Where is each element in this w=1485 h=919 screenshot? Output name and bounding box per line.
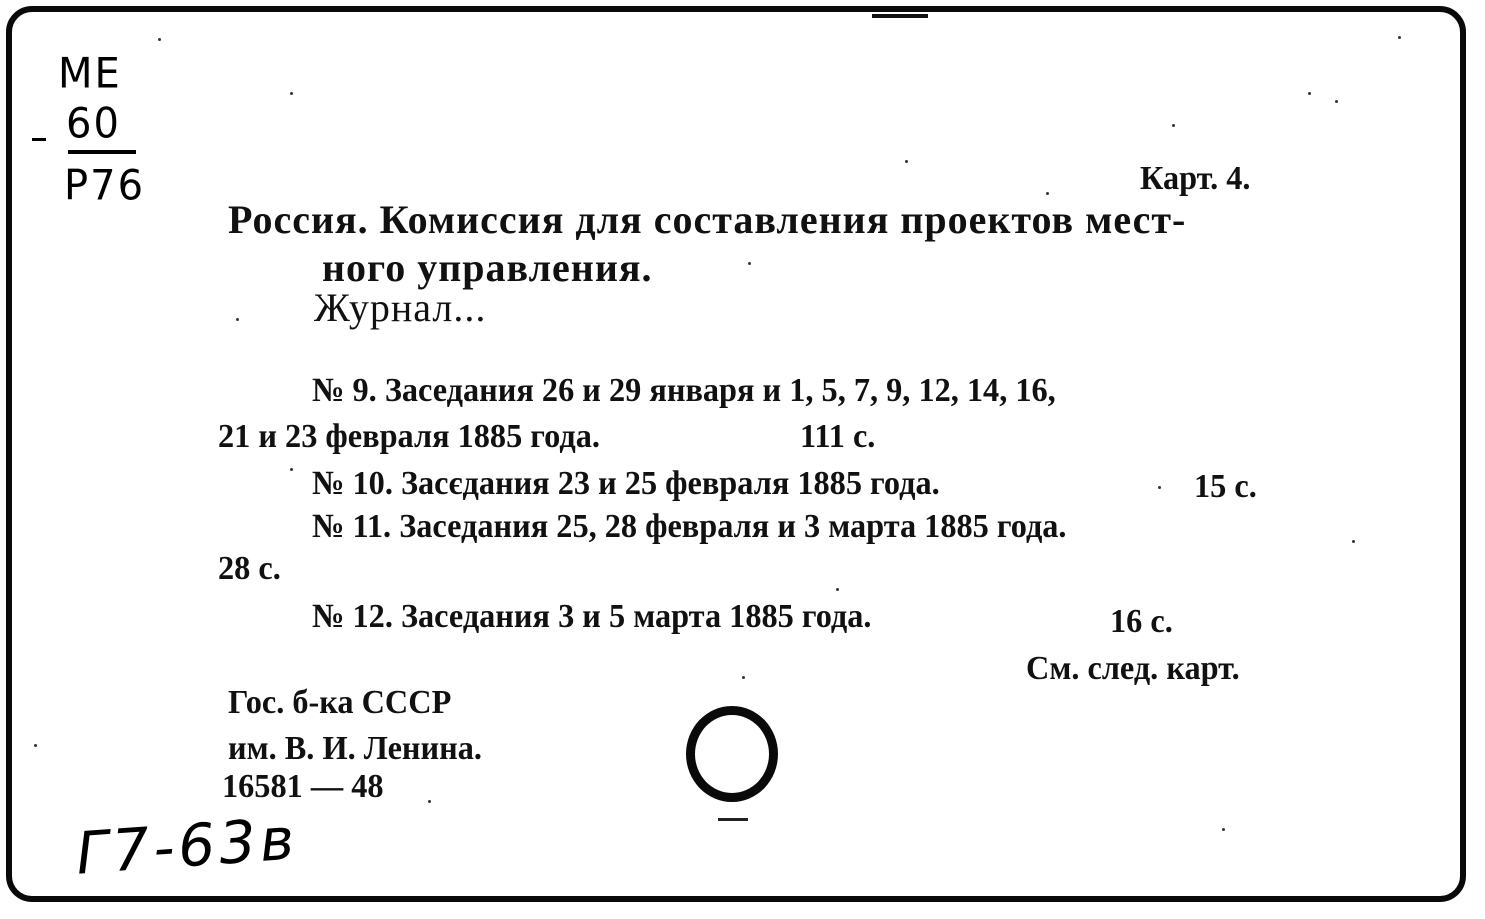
speckle	[290, 92, 293, 95]
entry-11-line-1: № 11. Заседания 25, 28 февраля и 3 марта 1885 года.	[312, 508, 1067, 545]
entry-9-line-1: № 9. Заседания 26 и 29 января и 1, 5, 7, 9, 12, 14, 16,	[312, 372, 1056, 409]
speckle	[34, 744, 37, 747]
handwritten-code: Г7-63в	[73, 804, 301, 888]
speckle	[1158, 486, 1161, 489]
entry-9-line-2: 21 и 23 февраля 1885 года.	[218, 418, 600, 455]
heading-line-2: ного управления.	[322, 245, 653, 290]
speckle	[1335, 100, 1338, 103]
speckle	[1172, 124, 1175, 127]
punch-hole	[686, 706, 778, 802]
speckle	[1308, 92, 1311, 95]
shelfmark-line-2: 60	[66, 99, 121, 149]
speckle	[1046, 192, 1049, 195]
speckle	[748, 262, 751, 265]
library-line-3: 16581 — 48	[222, 768, 384, 805]
card-number: Карт. 4.	[1140, 160, 1251, 197]
speckle	[742, 676, 745, 679]
shelfmark-line-3: P76	[64, 161, 146, 211]
speckle	[158, 38, 161, 41]
entry-12-pages: 16 с.	[1110, 603, 1173, 640]
shelfmark-dash	[32, 138, 46, 141]
speckle	[290, 468, 293, 471]
speckle	[1352, 540, 1355, 543]
speckle	[1398, 36, 1401, 39]
speckle	[836, 588, 839, 591]
shelfmark-line-1: ME	[58, 49, 122, 99]
heading-line-3: Журнал...	[314, 285, 487, 330]
heading-line-1: Россия. Комиссия для составления проектов мест-	[228, 197, 1187, 242]
entry-10-pages: 15 с.	[1194, 468, 1257, 505]
speckle	[428, 800, 431, 803]
entry-9-pages: 111 с.	[800, 418, 876, 455]
entry-10-line-1: № 10. Засєдания 23 и 25 февраля 1885 года.	[312, 465, 940, 502]
entry-11-pages: 28 с.	[218, 550, 281, 587]
speckle	[236, 318, 239, 321]
punch-hole-mark	[718, 818, 748, 821]
see-next-card: См. след. карт.	[1026, 650, 1240, 687]
shelfmark-rule	[68, 150, 136, 154]
speckle	[905, 160, 908, 163]
library-line-1: Гос. б-ка СССР	[228, 684, 452, 721]
card-top-mark	[872, 14, 928, 18]
speckle	[1222, 828, 1225, 831]
entry-12-line-1: № 12. Заседания 3 и 5 марта 1885 года.	[312, 598, 872, 635]
library-line-2: им. В. И. Ленина.	[228, 730, 482, 767]
